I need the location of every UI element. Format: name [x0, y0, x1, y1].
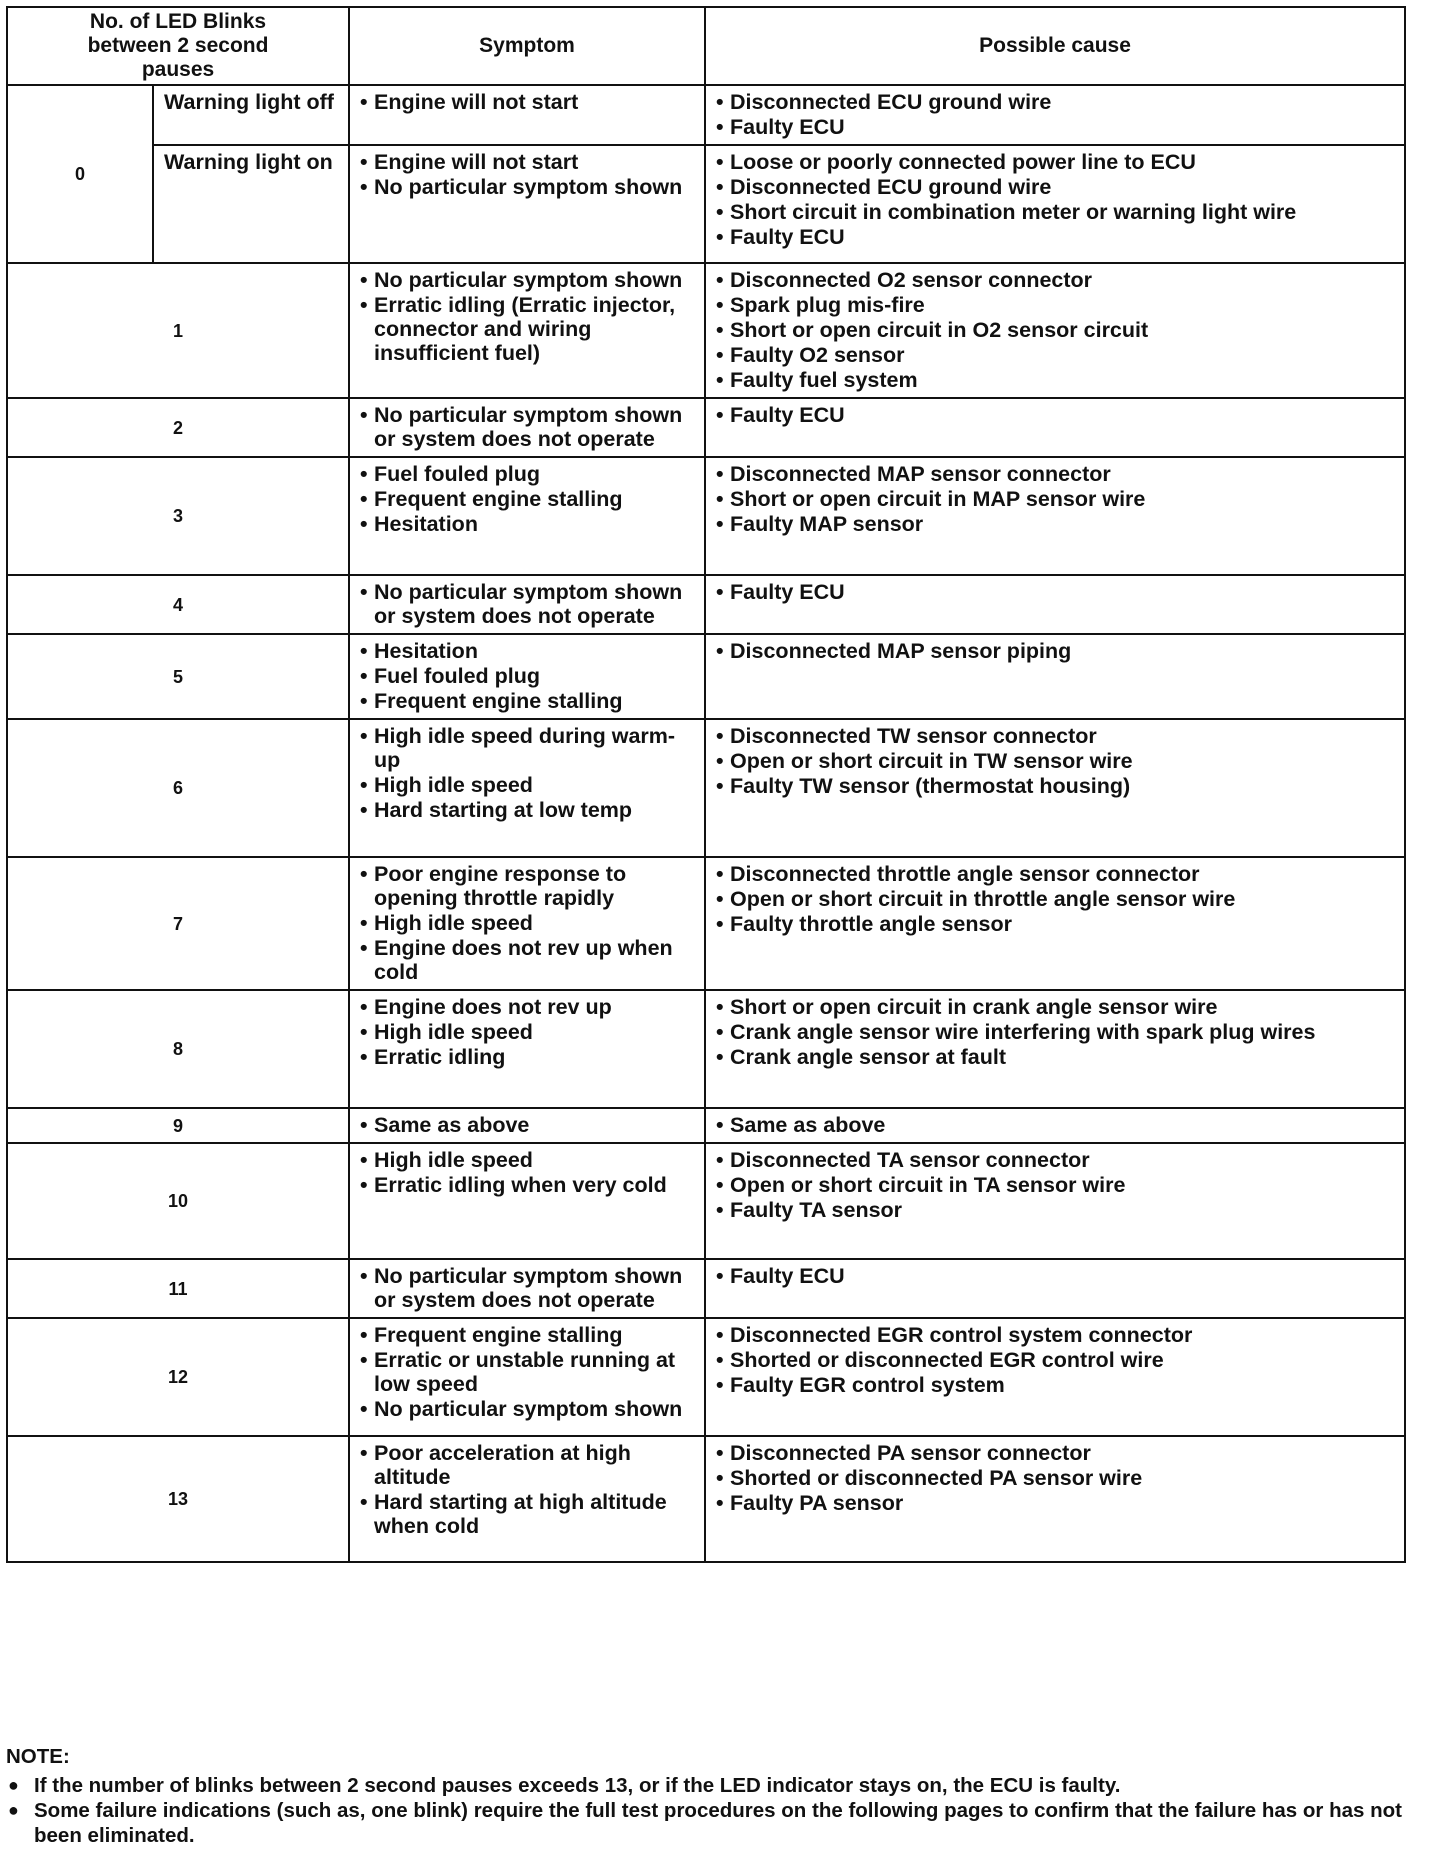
cause-list — [716, 1441, 1394, 1515]
symptom-cell — [349, 1436, 705, 1562]
list-item: • Faulty TW sensor (thermostat housing) — [716, 774, 1394, 798]
cause-cell — [705, 857, 1405, 990]
table-row — [7, 575, 1405, 634]
table-row — [7, 398, 1405, 457]
symptom-cell — [349, 857, 705, 990]
list-item: • Fuel fouled plug — [360, 462, 694, 486]
list-item: • Disconnected PA sensor connector — [716, 1441, 1394, 1465]
cause-cell — [705, 85, 1405, 145]
blink-count: 0 — [7, 85, 153, 263]
list-item: • Disconnected MAP sensor connector — [716, 462, 1394, 486]
list-item: • Hard starting at high altitude when cold — [360, 1490, 694, 1538]
table-row — [7, 1108, 1405, 1143]
symptom-list — [360, 862, 694, 984]
symptom-list — [360, 90, 694, 114]
list-item: • Faulty ECU — [716, 1264, 1394, 1288]
symptom-list — [360, 1441, 694, 1538]
list-item: • High idle speed — [360, 773, 694, 797]
list-item: • Disconnected O2 sensor connector — [716, 268, 1394, 292]
symptom-cell — [349, 575, 705, 634]
list-item: • High idle speed — [360, 911, 694, 935]
table-row — [7, 1436, 1405, 1562]
symptom-cell — [349, 263, 705, 398]
cause-list — [716, 462, 1394, 536]
symptom-cell — [349, 457, 705, 575]
symptom-list — [360, 1148, 694, 1197]
list-item: • Disconnected TA sensor connector — [716, 1148, 1394, 1172]
list-item: • Faulty PA sensor — [716, 1491, 1394, 1515]
symptom-cell — [349, 398, 705, 457]
cause-cell — [705, 719, 1405, 857]
blink-count: 13 — [7, 1436, 349, 1562]
table-row — [7, 1318, 1405, 1436]
list-item: • Crank angle sensor at fault — [716, 1045, 1394, 1069]
blink-count: 4 — [7, 575, 349, 634]
cause-cell — [705, 145, 1405, 263]
symptom-cell — [349, 990, 705, 1108]
list-item: • Short or open circuit in O2 sensor circuit — [716, 318, 1394, 342]
blink-count: 3 — [7, 457, 349, 575]
cause-list — [716, 90, 1394, 139]
table-row — [7, 990, 1405, 1108]
symptom-list — [360, 639, 694, 713]
list-item: • Open or short circuit in TW sensor wire — [716, 749, 1394, 773]
list-item: • No particular symptom shown — [360, 1397, 694, 1421]
table-row — [7, 85, 1405, 145]
list-item: • Disconnected ECU ground wire — [716, 90, 1394, 114]
header-row — [7, 7, 1405, 85]
cause-cell — [705, 1259, 1405, 1318]
cause-list — [716, 1113, 1394, 1137]
cause-list — [716, 639, 1394, 663]
list-item: • No particular symptom shown — [360, 175, 694, 199]
list-item: • Disconnected ECU ground wire — [716, 175, 1394, 199]
list-item: • Faulty ECU — [716, 225, 1394, 249]
symptom-cell — [349, 85, 705, 145]
list-item: • Same as above — [360, 1113, 694, 1137]
list-item: • Faulty EGR control system — [716, 1373, 1394, 1397]
list-item: • Erratic idling — [360, 1045, 694, 1069]
list-item: • Poor acceleration at high altitude — [360, 1441, 694, 1489]
list-item: • High idle speed — [360, 1148, 694, 1172]
list-item: • Short or open circuit in MAP sensor wire — [716, 487, 1394, 511]
list-item: • Fuel fouled plug — [360, 664, 694, 688]
list-item: • Crank angle sensor wire interfering with spark plug wires — [716, 1020, 1394, 1044]
symptom-list — [360, 580, 694, 628]
list-item: • Engine will not start — [360, 150, 694, 174]
list-item: • Open or short circuit in throttle angle sensor wire — [716, 887, 1394, 911]
list-item: • Engine does not rev up when cold — [360, 936, 694, 984]
list-item: • Faulty MAP sensor — [716, 512, 1394, 536]
list-item: • Engine does not rev up — [360, 995, 694, 1019]
list-item: • No particular symptom shown or system does not operate — [360, 1264, 694, 1312]
blink-count: 9 — [7, 1108, 349, 1143]
symptom-list — [360, 1323, 694, 1421]
cause-list — [716, 150, 1394, 249]
list-item: • Erratic or unstable running at low speed — [360, 1348, 694, 1396]
table-row — [7, 457, 1405, 575]
table-row — [7, 1143, 1405, 1259]
list-item: • Poor engine response to opening throttle rapidly — [360, 862, 694, 910]
blink-count: 8 — [7, 990, 349, 1108]
table-row — [7, 145, 1405, 263]
list-item: • Faulty throttle angle sensor — [716, 912, 1394, 936]
list-item: • Disconnected TW sensor connector — [716, 724, 1394, 748]
symptom-list — [360, 1264, 694, 1312]
symptom-cell — [349, 1259, 705, 1318]
list-item: • Short or open circuit in crank angle sensor wire — [716, 995, 1394, 1019]
list-item: • Short circuit in combination meter or warning light wire — [716, 200, 1394, 224]
note-list — [6, 1773, 1426, 1848]
symptom-list — [360, 724, 694, 822]
symptom-cell — [349, 634, 705, 719]
symptom-list — [360, 995, 694, 1069]
list-item: • Hard starting at low temp — [360, 798, 694, 822]
cause-cell — [705, 1108, 1405, 1143]
list-item: • No particular symptom shown or system does not operate — [360, 403, 694, 451]
list-item: • Shorted or disconnected EGR control wire — [716, 1348, 1394, 1372]
cause-cell — [705, 1318, 1405, 1436]
symptom-cell — [349, 1143, 705, 1259]
list-item: • High idle speed during warm-up — [360, 724, 694, 772]
cause-list — [716, 580, 1394, 604]
header-symptom: Symptom — [349, 7, 705, 85]
list-item: • Faulty ECU — [716, 580, 1394, 604]
diagnosis-table — [6, 6, 1406, 1563]
cause-list — [716, 862, 1394, 936]
blink-count: 11 — [7, 1259, 349, 1318]
symptom-cell — [349, 719, 705, 857]
cause-list — [716, 1148, 1394, 1222]
list-item: • Frequent engine stalling — [360, 1323, 694, 1347]
list-item: • Engine will not start — [360, 90, 694, 114]
blink-count: 5 — [7, 634, 349, 719]
list-item: • Disconnected MAP sensor piping — [716, 639, 1394, 663]
header-cause: Possible cause — [705, 7, 1405, 85]
list-item: • Loose or poorly connected power line to ECU — [716, 150, 1394, 174]
symptom-list — [360, 268, 694, 365]
blink-count: 12 — [7, 1318, 349, 1436]
note-item: ● Some failure indications (such as, one blink) require the full test procedures on the following pages to confirm that the failure has or has not been eliminated. — [6, 1798, 1426, 1848]
list-item: • Erratic idling when very cold — [360, 1173, 694, 1197]
cause-cell — [705, 457, 1405, 575]
cause-list — [716, 403, 1394, 427]
list-item: • Hesitation — [360, 639, 694, 663]
notes-section — [6, 1744, 1426, 1848]
cause-list — [716, 1264, 1394, 1288]
symptom-cell — [349, 1318, 705, 1436]
symptom-list — [360, 462, 694, 536]
blink-count: 7 — [7, 857, 349, 990]
cause-list — [716, 268, 1394, 392]
cause-list — [716, 1323, 1394, 1397]
symptom-list — [360, 1113, 694, 1137]
cause-cell — [705, 1143, 1405, 1259]
symptom-cell — [349, 145, 705, 263]
cause-list — [716, 724, 1394, 798]
list-item: • Open or short circuit in TA sensor wire — [716, 1173, 1394, 1197]
blink-count: 6 — [7, 719, 349, 857]
list-item: • Faulty O2 sensor — [716, 343, 1394, 367]
list-item: • Faulty fuel system — [716, 368, 1394, 392]
cause-cell — [705, 990, 1405, 1108]
list-item: • Erratic idling (Erratic injector, connector and wiring insufficient fuel) — [360, 293, 694, 365]
table-row — [7, 857, 1405, 990]
note-item: ● If the number of blinks between 2 second pauses exceeds 13, or if the LED indicator stays on, the ECU is faulty. — [6, 1773, 1426, 1798]
list-item: • Frequent engine stalling — [360, 487, 694, 511]
symptom-list — [360, 150, 694, 199]
cause-list — [716, 995, 1394, 1069]
list-item: • High idle speed — [360, 1020, 694, 1044]
list-item: • Shorted or disconnected PA sensor wire — [716, 1466, 1394, 1490]
list-item: • Frequent engine stalling — [360, 689, 694, 713]
table-row — [7, 263, 1405, 398]
list-item: • Faulty ECU — [716, 115, 1394, 139]
list-item: • Faulty TA sensor — [716, 1198, 1394, 1222]
blink-count: 2 — [7, 398, 349, 457]
symptom-cell — [349, 1108, 705, 1143]
cause-cell — [705, 634, 1405, 719]
list-item: • Spark plug mis-fire — [716, 293, 1394, 317]
list-item: • Faulty ECU — [716, 403, 1394, 427]
symptom-list — [360, 403, 694, 451]
list-item: • Disconnected EGR control system connector — [716, 1323, 1394, 1347]
cause-cell — [705, 1436, 1405, 1562]
cause-cell — [705, 263, 1405, 398]
cause-cell — [705, 398, 1405, 457]
blink-count: 1 — [7, 263, 349, 398]
list-item: • Same as above — [716, 1113, 1394, 1137]
header-blinks: No. of LED Blinks between 2 second pauses — [7, 7, 349, 85]
list-item: • No particular symptom shown or system does not operate — [360, 580, 694, 628]
table-row — [7, 1259, 1405, 1318]
cause-cell — [705, 575, 1405, 634]
list-item: • Hesitation — [360, 512, 694, 536]
note-title: NOTE: — [6, 1745, 70, 1768]
table-row — [7, 719, 1405, 857]
blink-count: 10 — [7, 1143, 349, 1259]
list-item: • No particular symptom shown — [360, 268, 694, 292]
table-row — [7, 634, 1405, 719]
list-item: • Disconnected throttle angle sensor connector — [716, 862, 1394, 886]
warning-light-off-label: Warning light off — [153, 85, 349, 145]
warning-light-on-label: Warning light on — [153, 145, 349, 263]
